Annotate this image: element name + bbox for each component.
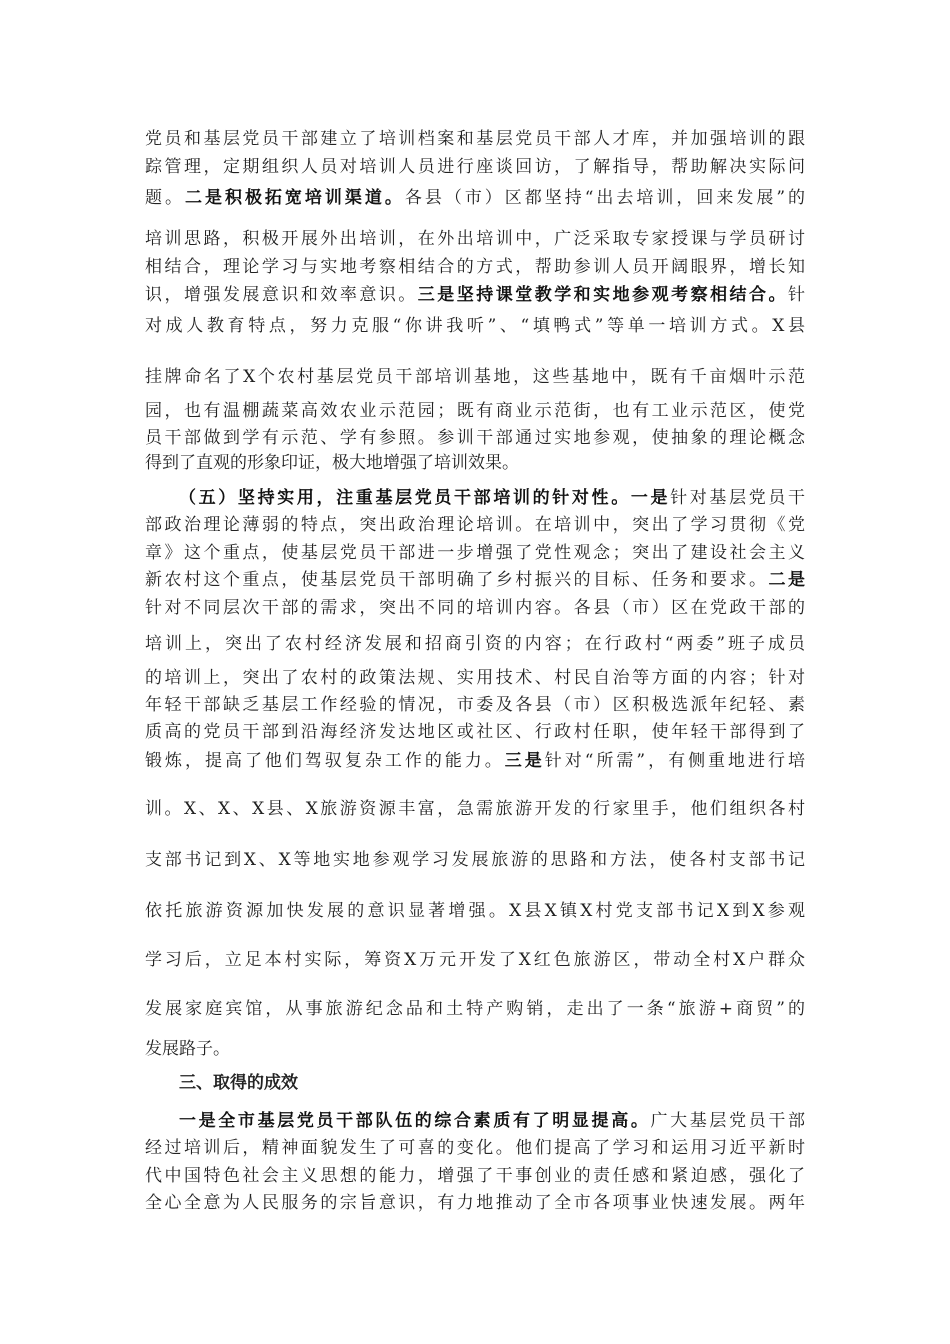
bold-run: 三是坚持课堂教学和实地参观考察相结合。 xyxy=(417,285,789,305)
body-line xyxy=(145,633,805,655)
text-run: 各县（市）区都坚持“出去培训，回来发展”的 xyxy=(404,188,805,208)
section-heading-line xyxy=(179,487,805,509)
body-line xyxy=(145,514,805,536)
body-line xyxy=(145,597,805,619)
text-run: 部政治理论薄弱的特点，突出政治理论培训。在培训中，突出了学习贯彻《党 xyxy=(145,515,805,535)
bold-run: 一是 xyxy=(630,488,671,508)
body-line xyxy=(145,452,805,474)
bold-run: 三是 xyxy=(504,751,545,771)
body-line xyxy=(145,721,805,743)
section-heading xyxy=(179,1072,805,1094)
text-run: 培训思路，积极开展外出培训，在外出培训中，广泛采取专家授课与学员研讨 xyxy=(145,229,805,249)
body-line xyxy=(145,284,805,306)
body-line xyxy=(145,1038,805,1060)
text-run: 训。X、X、X县、X旅游资源丰富，急需旅游开发的行家里手，他们组织各村 xyxy=(145,799,805,819)
text-run: 全心全意为人民服务的宗旨意识，有力地推动了全市各项事业快速发展。两年 xyxy=(145,1193,805,1213)
text-run: 识，增强发展意识和效率意识。 xyxy=(145,285,418,305)
text-run: 经过培训后，精神面貌发生了可喜的变化。他们提高了学习和运用习近平新时 xyxy=(145,1138,805,1158)
text-run: 员干部做到学有示范、学有参照。参训干部通过实地参观，使抽象的理论概念 xyxy=(145,428,805,448)
text-run: 学习后，立足本村实际，筹资X万元开发了X红色旅游区，带动全村X户群众 xyxy=(145,950,805,970)
text-run: 针对“所需”，有侧重地进行培 xyxy=(544,751,805,771)
body-line xyxy=(145,256,805,278)
text-run: 章》这个重点，使基层党员干部进一步增强了党性观念；突出了建设社会主义 xyxy=(145,543,805,563)
text-run: 培训上，突出了农村经济发展和招商引资的内容；在行政村“两委”班子成员 xyxy=(145,634,805,654)
body-line xyxy=(145,400,805,422)
body-line xyxy=(145,949,805,971)
body-line xyxy=(145,187,805,209)
bold-run: 二是积极拓宽培训渠道。 xyxy=(184,188,405,208)
bold-run: 二是 xyxy=(768,570,805,590)
body-line xyxy=(145,427,805,449)
text-run: 挂牌命名了X个农村基层党员干部培训基地，这些基地中，既有千亩烟叶示范 xyxy=(145,367,805,387)
text-run: 年轻干部缺乏基层工作经验的情况，市委及各县（市）区积极选派年纪轻、素 xyxy=(145,695,805,715)
body-line xyxy=(145,315,805,337)
text-run: 新农村这个重点，使基层党员干部明确了乡村振兴的目标、任务和要求。 xyxy=(145,570,769,590)
body-line xyxy=(179,1110,805,1132)
text-run: 园，也有温棚蔬菜高效农业示范园；既有商业示范街，也有工业示范区，使党 xyxy=(145,401,805,421)
text-run: 党员和基层党员干部建立了培训档案和基层党员干部人才库，并加强培训的跟 xyxy=(145,129,805,149)
body-line xyxy=(145,1137,805,1159)
body-line xyxy=(145,998,805,1020)
body-line xyxy=(145,798,805,820)
text-run: 锻炼，提高了他们驾驭复杂工作的能力。 xyxy=(145,751,505,771)
text-run: 发展路子。 xyxy=(145,1039,230,1059)
text-run: 针对基层党员干 xyxy=(670,488,805,508)
body-line xyxy=(145,750,805,772)
body-line xyxy=(145,849,805,871)
text-run: 相结合，理论学习与实地考察相结合的方式，帮助参训人员开阔眼界，增长知 xyxy=(145,257,805,277)
text-run: 题。 xyxy=(145,188,185,208)
text-run: 对成人教育特点，努力克服“你讲我听”、“填鸭式”等单一培训方式。X县 xyxy=(145,316,805,336)
body-line xyxy=(145,128,805,150)
bold-run: 一是全市基层党员干部队伍的综合素质有了明显提高。 xyxy=(179,1111,651,1131)
heading-text: 三、取得的成效 xyxy=(179,1073,298,1093)
body-line xyxy=(145,900,805,922)
text-run: 代中国特色社会主义思想的能力，增强了干事创业的责任感和紧迫感，强化了 xyxy=(145,1166,805,1186)
body-line xyxy=(145,228,805,250)
text-run: 针对不同层次干部的需求，突出不同的培训内容。各县（市）区在党政干部的 xyxy=(145,598,805,618)
body-line xyxy=(145,667,805,689)
text-run: 支部书记到X、X等地实地参观学习发展旅游的思路和方法，使各村支部书记 xyxy=(145,850,805,870)
body-line xyxy=(145,156,805,178)
text-run: 踪管理，定期组织人员对培训人员进行座谈回访，了解指导，帮助解决实际问 xyxy=(145,157,805,177)
body-line xyxy=(145,366,805,388)
text-run: 的培训上，突出了农村的政策法规、实用技术、村民自治等方面的内容；针对 xyxy=(145,668,805,688)
text-run: 发展家庭宾馆，从事旅游纪念品和土特产购销，走出了一条“旅游+商贸”的 xyxy=(145,999,805,1019)
body-line xyxy=(145,694,805,716)
text-run: 依托旅游资源加快发展的意识显著增强。X县X镇X村党支部书记X到X参观 xyxy=(145,901,805,921)
bold-run: （五）坚持实用，注重基层党员干部培训的针对性。 xyxy=(179,488,631,508)
body-line xyxy=(145,542,805,564)
text-run: 广大基层党员干部 xyxy=(650,1111,805,1131)
body-line xyxy=(145,569,805,591)
body-line xyxy=(145,1165,805,1187)
text-run: 得到了直观的形象印证，极大地增强了培训效果。 xyxy=(145,453,519,473)
body-line xyxy=(145,1192,805,1214)
text-run: 针 xyxy=(788,285,805,305)
text-run: 质高的党员干部到沿海经济发达地区或社区、行政村任职，使年轻干部得到了 xyxy=(145,722,805,742)
